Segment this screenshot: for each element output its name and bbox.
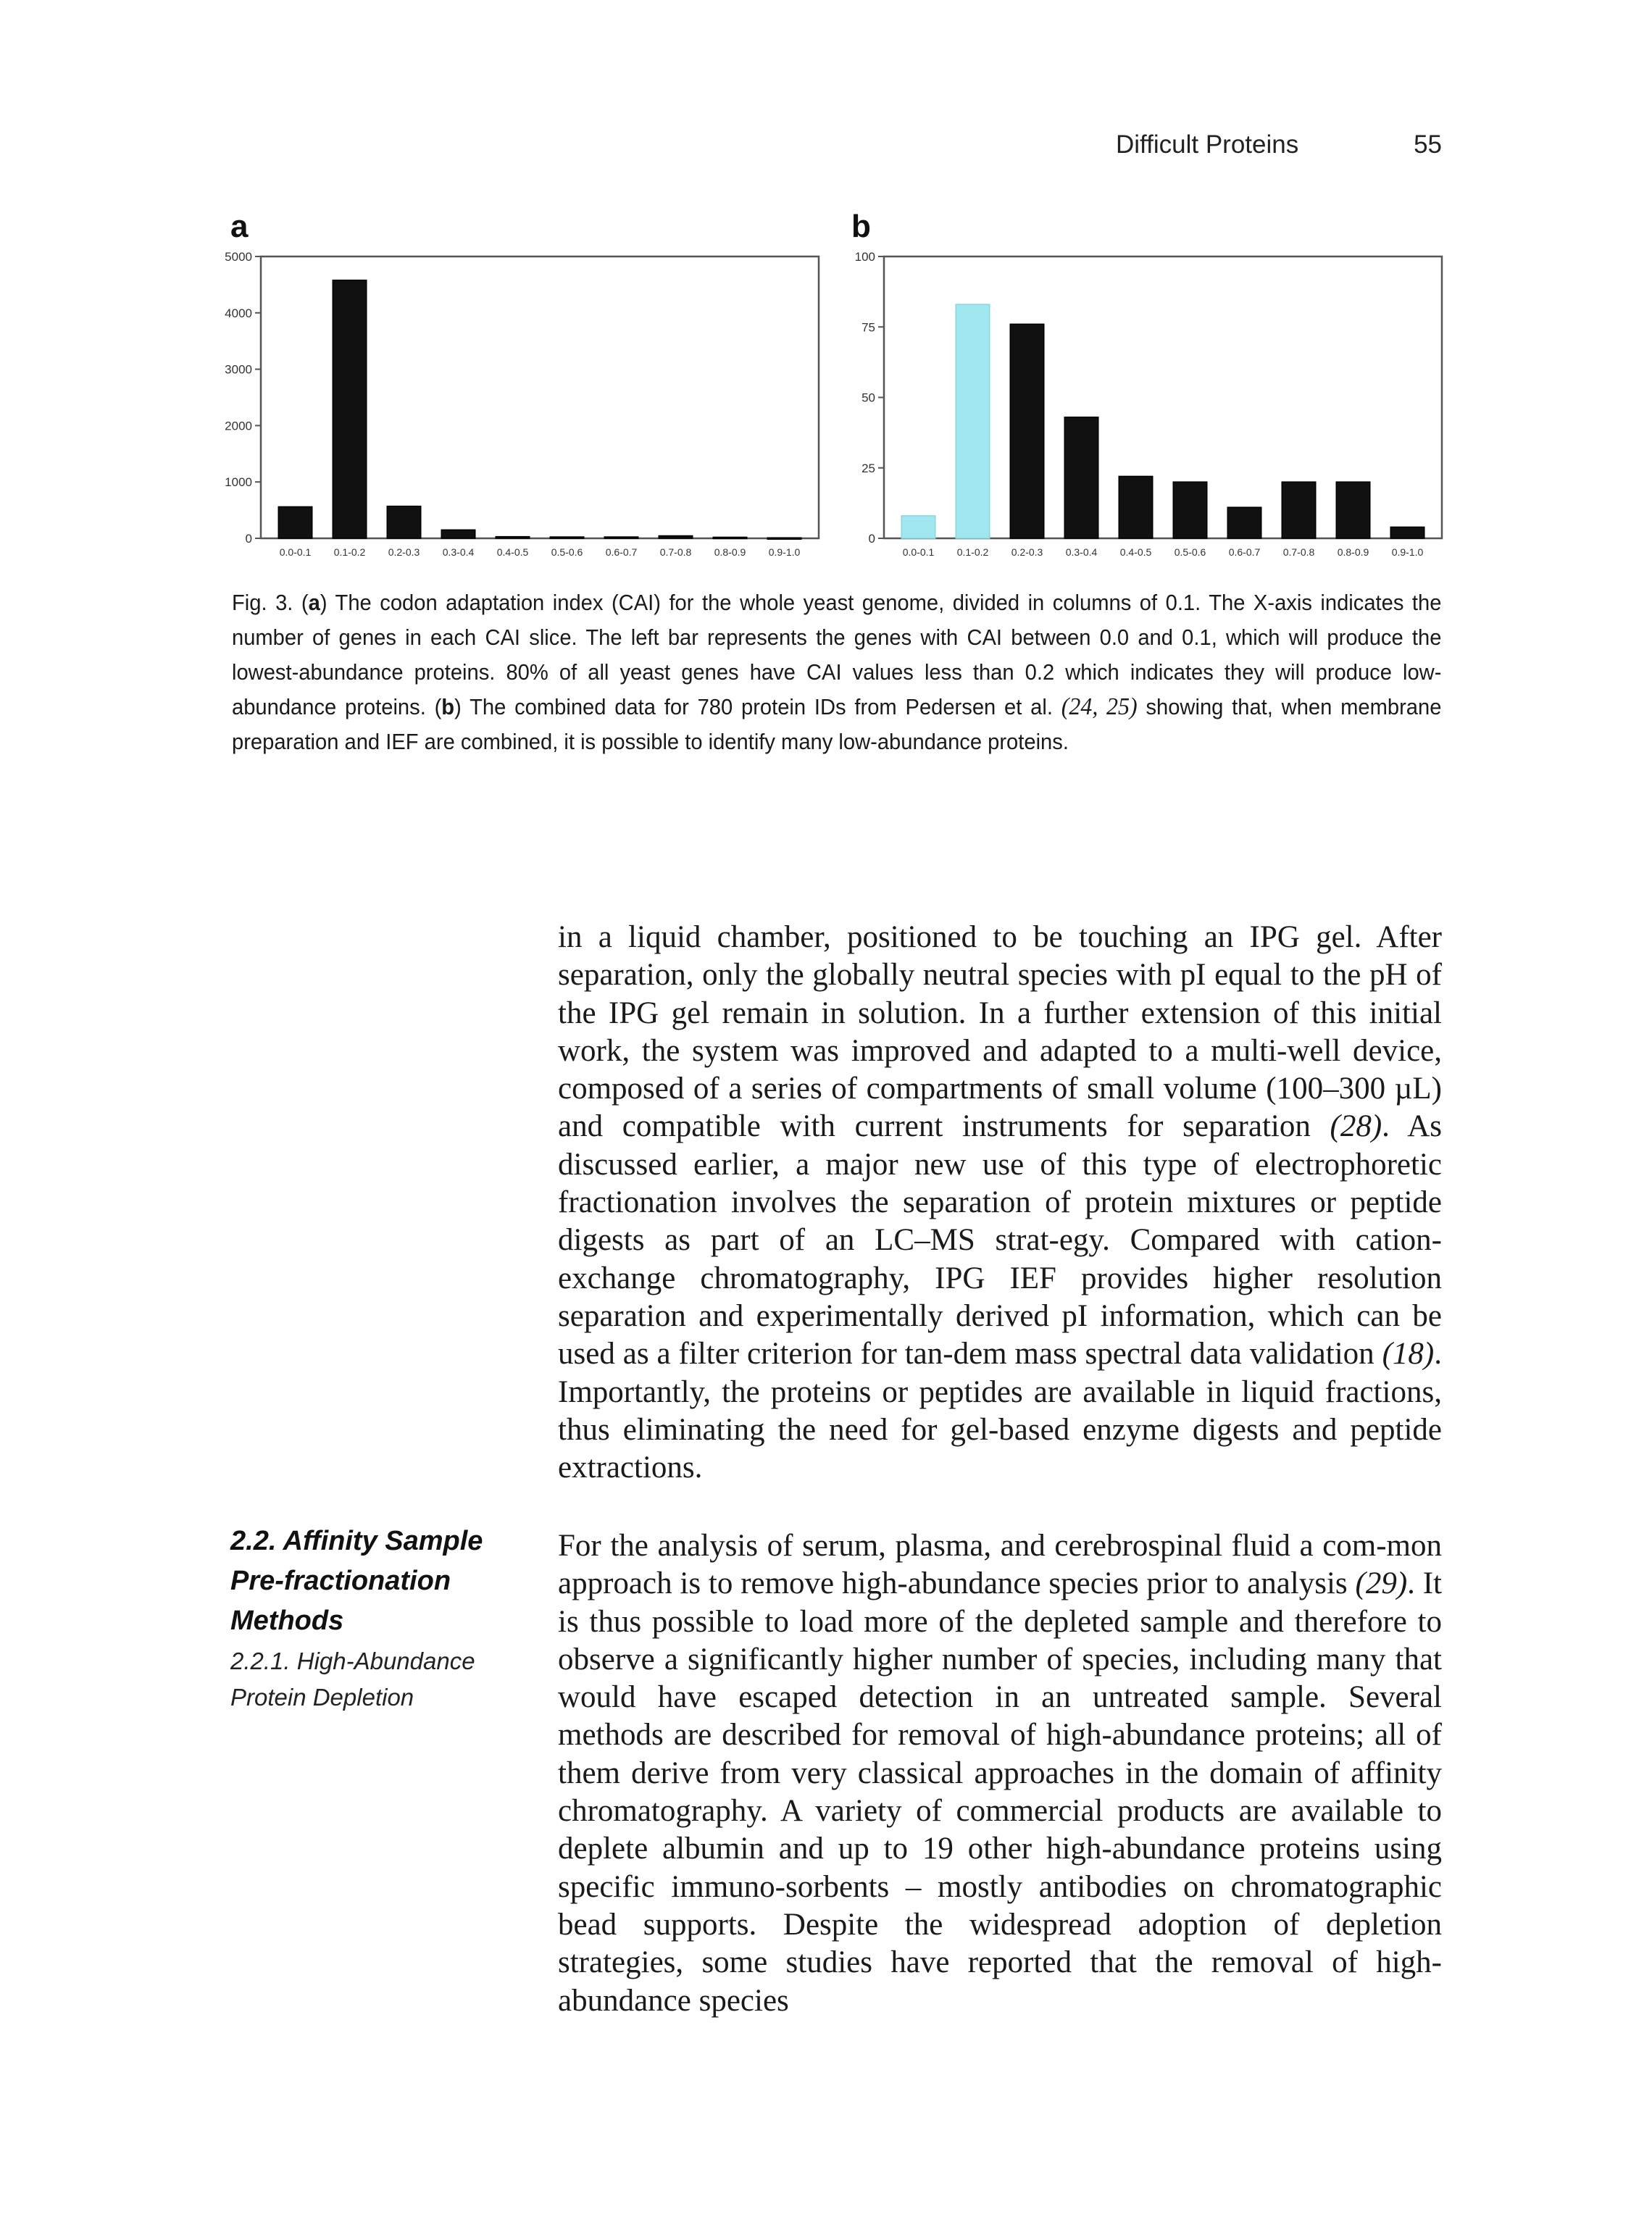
x-tick-label: 0.2-0.3 <box>1011 546 1043 558</box>
y-tick-label: 75 <box>862 320 875 335</box>
bar-0.3-0.4 <box>441 530 475 538</box>
x-tick-label: 0.9-1.0 <box>1391 546 1424 558</box>
chart-panel-a <box>217 246 826 565</box>
section-heading: 2.2. Affinity Sample Pre-fractionation Methods <box>230 1526 483 1636</box>
x-tick-label: 0.8-0.9 <box>1337 546 1369 558</box>
bar-0.0-0.1 <box>278 506 312 538</box>
y-tick-label: 100 <box>854 250 875 264</box>
x-tick-label: 0.0-0.1 <box>902 546 935 558</box>
para1-ref-2: (18) <box>1382 1337 1435 1372</box>
x-tick-label: 0.1-0.2 <box>333 546 366 558</box>
x-tick-label: 0.5-0.6 <box>1174 546 1206 558</box>
para1-ref-1: (28) <box>1330 1109 1382 1144</box>
figure-caption <box>232 585 1441 759</box>
bar-0.8-0.9 <box>713 537 747 538</box>
bar-0.5-0.6 <box>1173 482 1207 538</box>
bar-0.0-0.1 <box>901 516 935 538</box>
body-paragraph-2 <box>558 1527 1442 2020</box>
x-tick-label: 0.4-0.5 <box>496 546 529 558</box>
y-tick-label: 0 <box>245 532 252 546</box>
bar-0.4-0.5 <box>1119 476 1153 538</box>
y-tick-label: 2000 <box>225 419 252 433</box>
panel-b-letter: b <box>851 209 871 244</box>
y-tick-label: 0 <box>868 532 875 546</box>
bar-0.5-0.6 <box>550 537 584 538</box>
x-tick-label: 0.2-0.3 <box>388 546 420 558</box>
bar-0.9-1.0 <box>767 538 801 539</box>
x-tick-label: 0.6-0.7 <box>605 546 638 558</box>
panel-a-letter: a <box>230 209 249 244</box>
running-title: Difficult Proteins <box>1116 130 1299 159</box>
bar-0.6-0.7 <box>604 537 638 538</box>
caption-b-letter: b <box>441 694 455 719</box>
bar-0.3-0.4 <box>1064 417 1098 538</box>
y-tick-label: 3000 <box>225 362 252 377</box>
para2-text-2: . It is thus possible to load more of the depleted sample and therefore to observe a significantly higher number of species, including many that would have escaped detection in an untreated sample. Several methods are described for removal of high-abundance proteins; all of them derive from very classical approaches in the domain of affinity chromatography. A variety of commercial products are available to deplete albumin and up to 19 other high-abundance proteins using specific immuno-sorbents – mostly antibodies on chromatographic bead supports. Despite the widespread adoption of depletion strategies, some studies have reported that the removal of high-abundance species <box>558 1566 1442 2018</box>
chart-panel-b <box>840 246 1449 565</box>
caption-fig-label: Fig. 3. ( <box>232 590 309 615</box>
body-paragraph-1 <box>558 919 1442 1487</box>
x-tick-label: 0.7-0.8 <box>659 546 692 558</box>
para1-text-3: . Importantly, the proteins or peptides are available in liquid fractions, thus eliminating the need for gel-based enzyme digests and peptide extractions. <box>558 1337 1442 1485</box>
subsection-heading: 2.2.1. High-Abundance Protein Depletion <box>230 1648 475 1711</box>
caption-reference: (24, 25) <box>1061 693 1138 720</box>
x-tick-label: 0.1-0.2 <box>956 546 989 558</box>
y-tick-label: 50 <box>862 391 875 405</box>
x-tick-label: 0.7-0.8 <box>1282 546 1315 558</box>
y-tick-label: 5000 <box>225 250 252 264</box>
x-tick-label: 0.8-0.9 <box>714 546 746 558</box>
para1-text-1: in a liquid chamber, positioned to be touching an IPG gel. After separation, only the globally neutral species with pI equal to the pH of the IPG gel remain in solution. In a further extension of this initial work, the system was improved and adapted to a multi-well device, composed of a series of compartments of small volume (100–300 µL) and compatible with current instruments for separation <box>558 920 1442 1144</box>
x-tick-label: 0.4-0.5 <box>1119 546 1152 558</box>
page-number: 55 <box>1414 130 1442 159</box>
caption-part-3: showing that, when membrane preparation and IEF are combined, it is possible to identify many low-abundance proteins. <box>232 694 1442 754</box>
x-tick-label: 0.3-0.4 <box>442 546 475 558</box>
bar-0.8-0.9 <box>1336 482 1370 538</box>
para2-ref-1: (29) <box>1355 1566 1408 1601</box>
bar-0.1-0.2 <box>333 280 367 538</box>
y-tick-label: 1000 <box>225 475 252 490</box>
bar-0.2-0.3 <box>387 506 421 538</box>
bar-0.4-0.5 <box>496 537 530 538</box>
bar-0.2-0.3 <box>1010 324 1044 538</box>
caption-a-letter: a <box>308 590 320 615</box>
bar-0.9-1.0 <box>1390 527 1424 538</box>
bar-0.7-0.8 <box>659 535 693 538</box>
y-tick-label: 4000 <box>225 306 252 320</box>
bar-0.6-0.7 <box>1227 507 1261 538</box>
caption-part-2: ) The combined data for 780 protein IDs from Pedersen et al. <box>454 694 1061 719</box>
x-tick-label: 0.6-0.7 <box>1228 546 1261 558</box>
bar-0.1-0.2 <box>956 304 990 538</box>
para1-text-2: . As discussed earlier, a major new use of this type of electrophoretic fractionation involves the separation of protein mixtures or peptide digests as part of an LC–MS strat-egy. Compared with cation-exchange chromatography, IPG IEF provides higher resolution separation and experimentally derived pI information, which can be used as a filter criterion for tan-dem mass spectral data validation <box>558 1109 1442 1372</box>
caption-part-1: ) The codon adaptation index (CAI) for the whole yeast genome, divided in columns of 0.1. The X-axis indicates the number of genes in each CAI slice. The left bar represents the genes with CAI between 0.0 and 0.1, which will produce the lowest-abundance proteins. 80% of all yeast genes have CAI values less than 0.2 which indicates they will produce low-abundance proteins. ( <box>232 590 1442 719</box>
x-tick-label: 0.9-1.0 <box>768 546 801 558</box>
x-tick-label: 0.0-0.1 <box>279 546 312 558</box>
para2-text-1: For the analysis of serum, plasma, and cerebrospinal fluid a com-mon approach is to remove high-abundance species prior to analysis <box>558 1529 1442 1601</box>
x-tick-label: 0.3-0.4 <box>1065 546 1098 558</box>
bar-0.7-0.8 <box>1282 482 1316 538</box>
x-tick-label: 0.5-0.6 <box>551 546 583 558</box>
y-tick-label: 25 <box>862 461 875 475</box>
